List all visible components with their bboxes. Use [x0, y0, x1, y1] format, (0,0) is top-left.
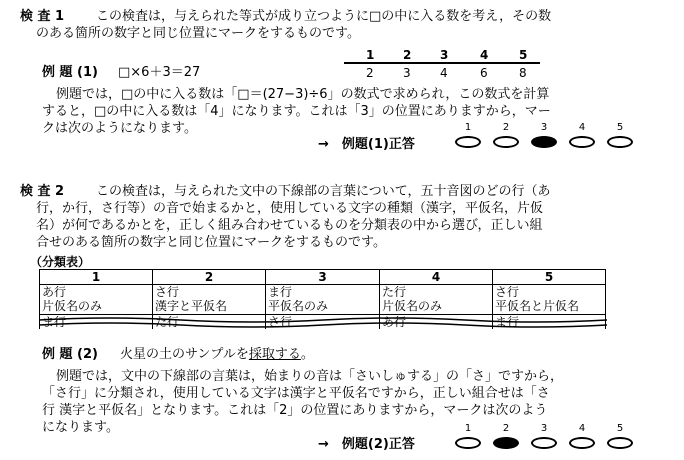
explanation-line: 行 漢字と平仮名」となります。これは「2」の位置にありますから，マークは次のよう — [42, 403, 548, 418]
table-cell: あ行 — [380, 315, 493, 330]
example2-sentence — [120, 346, 314, 363]
explanation-line: 例題では，□の中に入る数は「□＝(27−3)÷6」の数式で求められ，この数式を計算 — [56, 87, 550, 102]
section1-instructions-cont — [36, 25, 360, 42]
cell-row-label: ま行 — [268, 285, 293, 299]
section2-line: 行，か行，さ行等）の音で始まるかと，使用している文字の種類（漢字，平仮名，片仮 — [36, 201, 544, 216]
example2-answer-label: → 例題(2)正答 — [318, 437, 415, 452]
table-cell — [380, 285, 493, 315]
cell-row-label: あ行 — [42, 285, 67, 299]
header-value-3: 4 — [440, 66, 448, 80]
section2-line: 合せのある箇所の数字と同じ位置にマークをするものです。 — [36, 235, 386, 250]
header-position-3: 3 — [440, 48, 449, 62]
cell-row-label: さ行 — [155, 285, 180, 299]
bubble-number-3: 3 — [540, 122, 548, 133]
answer-bubble-4[interactable] — [569, 136, 595, 148]
answer-bubble-4[interactable] — [569, 437, 595, 449]
cell-row-label: た行 — [382, 285, 407, 299]
bubble-number-5: 5 — [616, 122, 624, 133]
answer-bubble-3-filled[interactable] — [531, 136, 557, 148]
table-cell — [40, 285, 153, 315]
table-cell: ま行 — [40, 315, 153, 330]
bubble-number-4: 4 — [578, 423, 586, 434]
table-cell — [266, 285, 380, 315]
answer-bubble-1[interactable] — [455, 437, 481, 449]
answer-bubble-2[interactable] — [493, 136, 519, 148]
table-header-cell: 5 — [493, 270, 606, 285]
explanation-line: になります。 — [42, 420, 119, 435]
bubble-number-1: 1 — [464, 122, 472, 133]
header-value-5: 8 — [519, 66, 527, 80]
sentence-after: 。 — [300, 347, 314, 362]
table-cell — [493, 285, 606, 315]
header-value-2: 3 — [403, 66, 411, 80]
explanation-line: すると，□の中に入る数は「4」になります。これは「3」の位置にありますから，マー — [42, 104, 551, 119]
header-position-5: 5 — [519, 48, 528, 62]
header-value-1: 2 — [366, 66, 374, 80]
table-cell: さ行 — [266, 315, 380, 330]
answer-bubble-3[interactable] — [531, 437, 557, 449]
section2-instructions-cont — [36, 200, 543, 251]
answer-bubble-2-filled[interactable] — [493, 437, 519, 449]
table-cell: た行 — [153, 315, 266, 330]
table-header-cell: 4 — [380, 270, 493, 285]
section2-instructions — [96, 183, 550, 200]
section1-title: 検 査 1 — [20, 9, 65, 24]
section2-line: この検査は，与えられた文中の下線部の言葉について，五十音図のどの行（あ — [96, 184, 551, 199]
answer-bubble-5[interactable] — [607, 136, 633, 148]
explanation-line: 「さ行」に分類され，使用している文字は漢字と平仮名ですから，正しい組合せは「さ — [42, 386, 550, 401]
bubble-number-3: 3 — [540, 423, 548, 434]
example1-answer-label: → 例題(1)正答 — [318, 137, 415, 152]
explanation-line: クは次のようになります。 — [42, 121, 197, 136]
bubble-number-1: 1 — [464, 423, 472, 434]
bubble-number-2: 2 — [502, 122, 510, 133]
header-position-2: 2 — [403, 48, 412, 62]
table-cell: ま行 — [493, 315, 606, 330]
section1-line: のある箇所の数字と同じ位置にマークをするものです。 — [36, 26, 360, 41]
table-header-row — [40, 270, 606, 285]
bubble-number-5: 5 — [616, 423, 624, 434]
example2-explanation — [56, 368, 563, 385]
classification-table-title: （分類表） — [30, 255, 91, 269]
cell-row-label: さ行 — [495, 285, 520, 299]
cell-type-label: 漢字と平仮名 — [155, 299, 228, 313]
table-header-cell: 1 — [40, 270, 153, 285]
cell-type-label: 片仮名のみ — [42, 299, 103, 313]
table-header-cell: 3 — [266, 270, 380, 285]
header-position-1: 1 — [366, 48, 375, 62]
cell-type-label: 平仮名と片仮名 — [495, 299, 580, 313]
section1-instructions — [96, 8, 551, 25]
table-cut-wave — [39, 314, 607, 334]
example1-explanation — [56, 86, 549, 103]
cell-type-label: 片仮名のみ — [382, 299, 443, 313]
header-position-4: 4 — [480, 48, 489, 62]
section2-line: 名）が何であるかとを，正しく組み合わせているものを分類表の中から選び，正しい組 — [36, 218, 543, 233]
cell-type-label: 平仮名のみ — [268, 299, 329, 313]
bubble-number-4: 4 — [578, 122, 586, 133]
bubble-number-2: 2 — [502, 423, 510, 434]
example1-label: 例 題 (1) — [42, 65, 98, 80]
explanation-line: 例題では，文中の下線部の言葉は，始まりの音は「さいしゅする」の「さ」ですから， — [56, 369, 564, 384]
table-cell — [153, 285, 266, 315]
sentence-underlined: 採取する — [248, 347, 301, 362]
table-header-cell: 2 — [153, 270, 266, 285]
table-row — [40, 285, 606, 315]
section2-title: 検 査 2 — [20, 184, 65, 199]
example2-label: 例 題 (2) — [42, 347, 98, 362]
example1-equation: □×6＋3＝27 — [118, 65, 201, 80]
header-value-4: 6 — [480, 66, 488, 80]
answer-bubble-1[interactable] — [455, 136, 481, 148]
section1-line: この検査は，与えられた等式が成り立つように□の中に入る数を考え，その数 — [96, 9, 552, 24]
answer-bubble-5[interactable] — [607, 437, 633, 449]
header-rule — [344, 62, 540, 64]
sentence-before: 火星の土のサンプルを — [120, 347, 249, 362]
